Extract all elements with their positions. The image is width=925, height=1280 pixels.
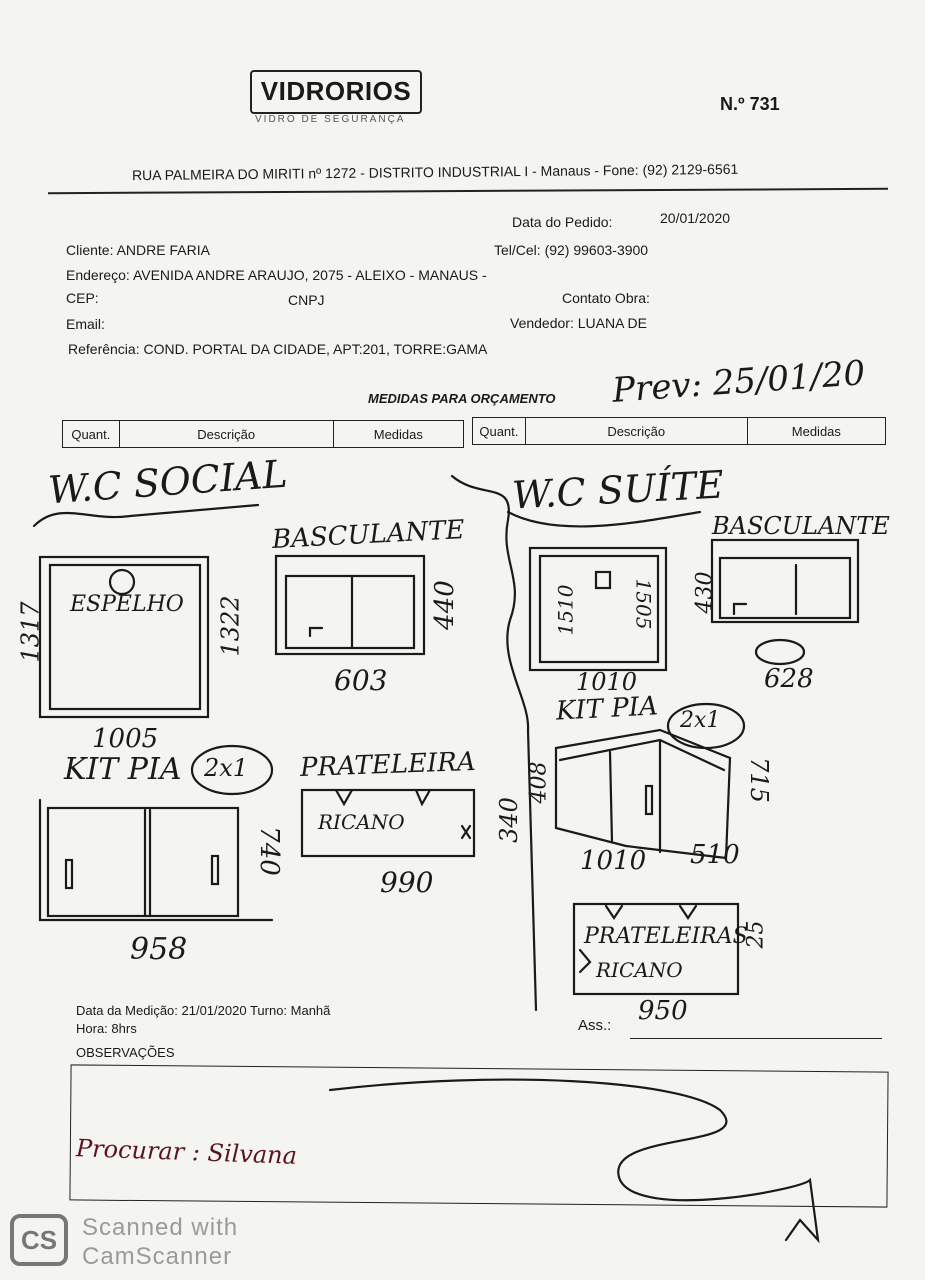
hw-wc-social: W.C SOCIAL xyxy=(46,451,289,513)
col-descricao: Descrição xyxy=(526,418,748,444)
measurement-date: Data da Medição: 21/01/2020 Turno: Manhã xyxy=(76,1003,331,1018)
contact-field: Contato Obra: xyxy=(562,290,650,306)
company-tagline: VIDRO DE SEGURANÇA xyxy=(255,114,406,125)
company-name: VIDRORIOS xyxy=(260,76,412,106)
hw-430: 430 xyxy=(692,571,718,614)
signature-label: Ass.: xyxy=(578,1017,612,1034)
hw-1010-b: 1010 xyxy=(580,846,647,876)
camscanner-logo: CS xyxy=(10,1214,68,1266)
phone-field: Tel/Cel: (92) 99603-3900 xyxy=(494,242,649,258)
hw-1010-a: 1010 xyxy=(576,668,638,696)
hw-prateleiras: PRATELEIRAS xyxy=(584,924,748,949)
cnpj-field: CNPJ xyxy=(288,292,325,308)
cep-field: CEP: xyxy=(66,290,99,306)
hw-715: 715 xyxy=(744,757,773,803)
hw-basculante-suite: BASCULANTE xyxy=(712,512,890,540)
seller-field: Vendedor: LUANA DE xyxy=(510,315,647,331)
col-medidas: Medidas xyxy=(373,426,423,442)
col-medidas: Medidas xyxy=(791,423,841,439)
hw-740: 740 xyxy=(253,826,284,876)
client-field: Cliente: ANDRE FARIA xyxy=(66,242,210,258)
hw-440: 440 xyxy=(429,580,460,630)
col-quant: Quant. xyxy=(63,421,120,447)
hw-25: 25 xyxy=(743,920,769,949)
hw-510: 510 xyxy=(690,840,740,870)
hw-1005: 1005 xyxy=(92,724,159,754)
signature-line xyxy=(630,1038,882,1039)
hw-1510: 1510 xyxy=(553,584,578,636)
col-descricao: Descrição xyxy=(120,421,334,447)
watermark-line1: Scanned with xyxy=(82,1214,239,1241)
hw-1317: 1317 xyxy=(16,601,45,663)
hw-958: 958 xyxy=(130,932,188,967)
hw-340: 340 xyxy=(494,797,523,843)
hw-espelho: ESPELHO xyxy=(70,592,184,617)
company-address: RUA PALMEIRA DO MIRITI nº 1272 - DISTRITO INDUSTRIAL I - Manaus - Fone: (92) 2129-6561 xyxy=(131,160,739,184)
hw-990: 990 xyxy=(380,866,434,899)
hw-628: 628 xyxy=(764,664,814,694)
email-field: Email: xyxy=(66,316,105,332)
hw-prateleira: PRATELEIRA xyxy=(299,746,477,784)
hw-procurar: Procurar : Silvana xyxy=(75,1134,298,1170)
hw-ricano: RICANO xyxy=(318,810,405,834)
hw-2x1-suite: 2x1 xyxy=(680,708,721,733)
hw-prev-date: Prev: 25/01/20 xyxy=(610,353,867,411)
reference-field: Referência: COND. PORTAL DA CIDADE, APT:201, TORRE:GAMA xyxy=(68,341,488,357)
hw-1322: 1322 xyxy=(216,595,245,657)
measurement-time: Hora: 8hrs xyxy=(76,1021,137,1036)
order-date-label: Data do Pedido: xyxy=(512,214,613,230)
hw-wc-suite: W.C SUÍTE xyxy=(510,462,725,518)
col-quant: Quant. xyxy=(473,418,526,444)
observations-label: OBSERVAÇÕES xyxy=(76,1045,175,1060)
watermark-line2: CamScanner xyxy=(82,1243,233,1270)
hw-basculante: BASCULANTE xyxy=(271,514,466,556)
hw-1505: 1505 xyxy=(631,578,656,630)
hw-950: 950 xyxy=(638,996,688,1026)
order-number: N.º 731 xyxy=(720,94,780,114)
hw-kit-pia: KIT PIA xyxy=(64,752,182,787)
observations-box xyxy=(69,1064,888,1207)
hw-ricano-suite: RICANO xyxy=(596,958,683,982)
hw-603: 603 xyxy=(334,664,388,697)
hw-kit-pia-suite: KIT PIA xyxy=(555,691,659,727)
hw-2x1: 2x1 xyxy=(204,754,249,782)
address-field: Endereço: AVENIDA ANDRE ARAUJO, 2075 - ALEIXO - MANAUS - xyxy=(66,267,487,283)
order-date: 20/01/2020 xyxy=(660,210,731,226)
hw-408: 408 xyxy=(526,761,552,804)
section-title: MEDIDAS PARA ORÇAMENTO xyxy=(368,391,556,406)
